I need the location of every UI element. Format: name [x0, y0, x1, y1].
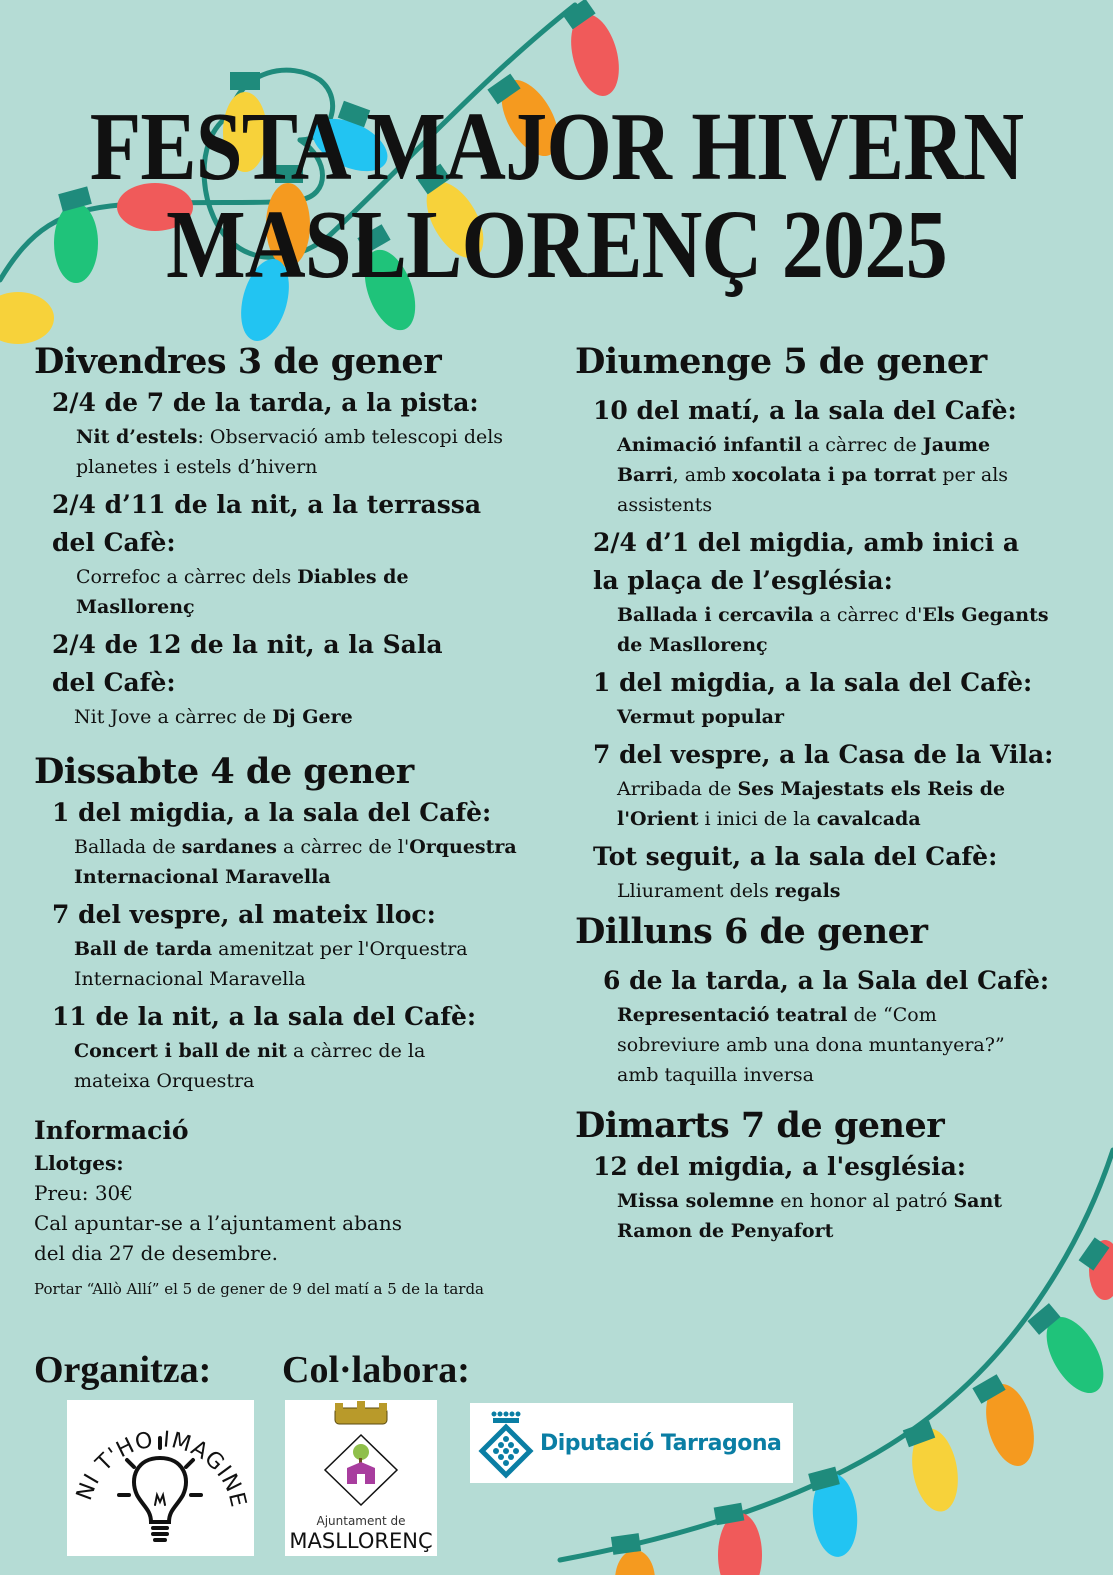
event	[575, 664, 1095, 732]
event-time: 2/4 d’1 del migdia, amb inici a la plaça de l’església:	[593, 528, 1020, 595]
diputacio-label: Diputació Tarragona	[540, 1430, 782, 1456]
title-line-1: FESTA MAJOR HIVERN	[89, 93, 1024, 201]
day-divendres	[34, 340, 554, 732]
schedule-right-column	[575, 340, 1095, 1250]
poster-title	[78, 93, 1035, 299]
event-description: Nit d’estels: Observació amb telescopi dels planetes i estels d’hivern	[76, 426, 504, 478]
event-time: 2/4 de 12 de la nit, a la Sala del Cafè:	[52, 630, 443, 697]
event	[34, 486, 554, 622]
event	[34, 384, 554, 482]
logo-ni-tho-imagines	[67, 1400, 254, 1556]
organitza-label: Organitza:	[34, 1349, 212, 1391]
event-time: 6 de la tarda, a la Sala del Cafè:	[603, 966, 1050, 995]
event-time: 11 de la nit, a la sala del Cafè:	[52, 1002, 477, 1031]
event	[575, 736, 1095, 834]
event	[575, 1148, 1095, 1246]
diputacio-emblem-icon	[470, 1403, 540, 1483]
day-dissabte	[34, 750, 554, 1096]
event	[575, 838, 1095, 906]
masllorenc-label: MASLLORENÇ	[289, 1529, 433, 1553]
day-dimarts	[575, 1104, 1095, 1246]
collabora-label: Col·labora:	[282, 1349, 470, 1391]
event-description: Correfoc a càrrec dels Diables de Masllorenç	[76, 566, 409, 618]
event	[34, 626, 554, 732]
event-description: Ballada de sardanes a càrrec de l'Orquestra Internacional Maravella	[74, 836, 517, 888]
event	[34, 794, 554, 892]
info-section	[34, 1114, 554, 1300]
logo-ajuntament-masllorenc	[285, 1400, 437, 1556]
ajuntament-label: Ajuntament de	[316, 1514, 406, 1528]
event	[575, 524, 1095, 660]
event	[34, 896, 554, 994]
event-description: Concert i ball de nit a càrrec de la mateixa Orquestra	[74, 1040, 426, 1092]
event-time: 1 del migdia, a la sala del Cafè:	[593, 668, 1033, 697]
svg-text:NI T'HO IMAGINES	[67, 1400, 251, 1510]
info-line: Cal apuntar-se a l’ajuntament abans	[34, 1211, 402, 1235]
day-dilluns	[575, 910, 1095, 1090]
event-time: 1 del migdia, a la sala del Cafè:	[52, 798, 492, 827]
day-heading: Dimarts 7 de gener	[575, 1105, 945, 1146]
event-description: Arribada de Ses Majestats els Reis de l'Orient i inici de la cavalcada	[617, 778, 1006, 830]
event-description: Ball de tarda amenitzat per l'Orquestra Internacional Maravella	[74, 938, 468, 990]
title-line-2: MASLLORENÇ 2025	[166, 191, 947, 299]
info-line: del dia 27 de desembre.	[34, 1241, 278, 1265]
event-time: Tot seguit, a la sala del Cafè:	[593, 842, 998, 871]
day-diumenge	[575, 340, 1095, 906]
event-time: 7 del vespre, al mateix lloc:	[52, 900, 436, 929]
logo-arc-text: NI T'HO IMAGINE	[72, 1427, 251, 1511]
info-price: Preu: 30€	[34, 1181, 134, 1205]
event	[575, 962, 1095, 1090]
event	[575, 392, 1095, 520]
event-description: Ballada i cercavila a càrrec d'Els Gegants de Masllorenç	[617, 604, 1049, 656]
event-description: Vermut popular	[617, 706, 785, 728]
event-time: 2/4 d’11 de la nit, a la terrassa del Cafè:	[52, 490, 482, 557]
info-subtitle: Llotges:	[34, 1151, 124, 1175]
event-description: Representació teatral de “Com sobreviure amb una dona muntanyera?” amb taquilla inversa	[617, 1004, 1005, 1086]
event	[34, 998, 554, 1096]
event-time: 10 del matí, a la sala del Cafè:	[593, 396, 1017, 425]
event-description: Nit Jove a càrrec de Dj Gere	[74, 706, 353, 728]
day-heading: Dissabte 4 de gener	[34, 751, 414, 792]
lightbulb-icon	[67, 1400, 254, 1556]
event-description: Lliurament dels regals	[617, 880, 841, 902]
event-description: Missa solemne en honor al patró Sant Ramon de Penyafort	[617, 1190, 1003, 1242]
event-description: Animació infantil a càrrec de Jaume Barri, amb xocolata i pa torrat per als assistents	[617, 434, 1009, 516]
day-heading: Dilluns 6 de gener	[575, 911, 928, 952]
info-note: Portar “Allò Allí” el 5 de gener de 9 del matí a 5 de la tarda	[34, 1280, 484, 1298]
coat-of-arms-icon	[325, 1435, 397, 1505]
schedule-left-column	[34, 340, 554, 1300]
logo-diputacio-tarragona	[470, 1403, 793, 1483]
event-time: 2/4 de 7 de la tarda, a la pista:	[52, 388, 479, 417]
event-time: 7 del vespre, a la Casa de la Vila:	[593, 740, 1054, 769]
event-time: 12 del migdia, a l'església:	[593, 1152, 967, 1181]
info-title: Informació	[34, 1116, 189, 1145]
crown-icon	[335, 1401, 387, 1424]
day-heading: Divendres 3 de gener	[34, 341, 442, 382]
day-heading: Diumenge 5 de gener	[575, 341, 987, 382]
